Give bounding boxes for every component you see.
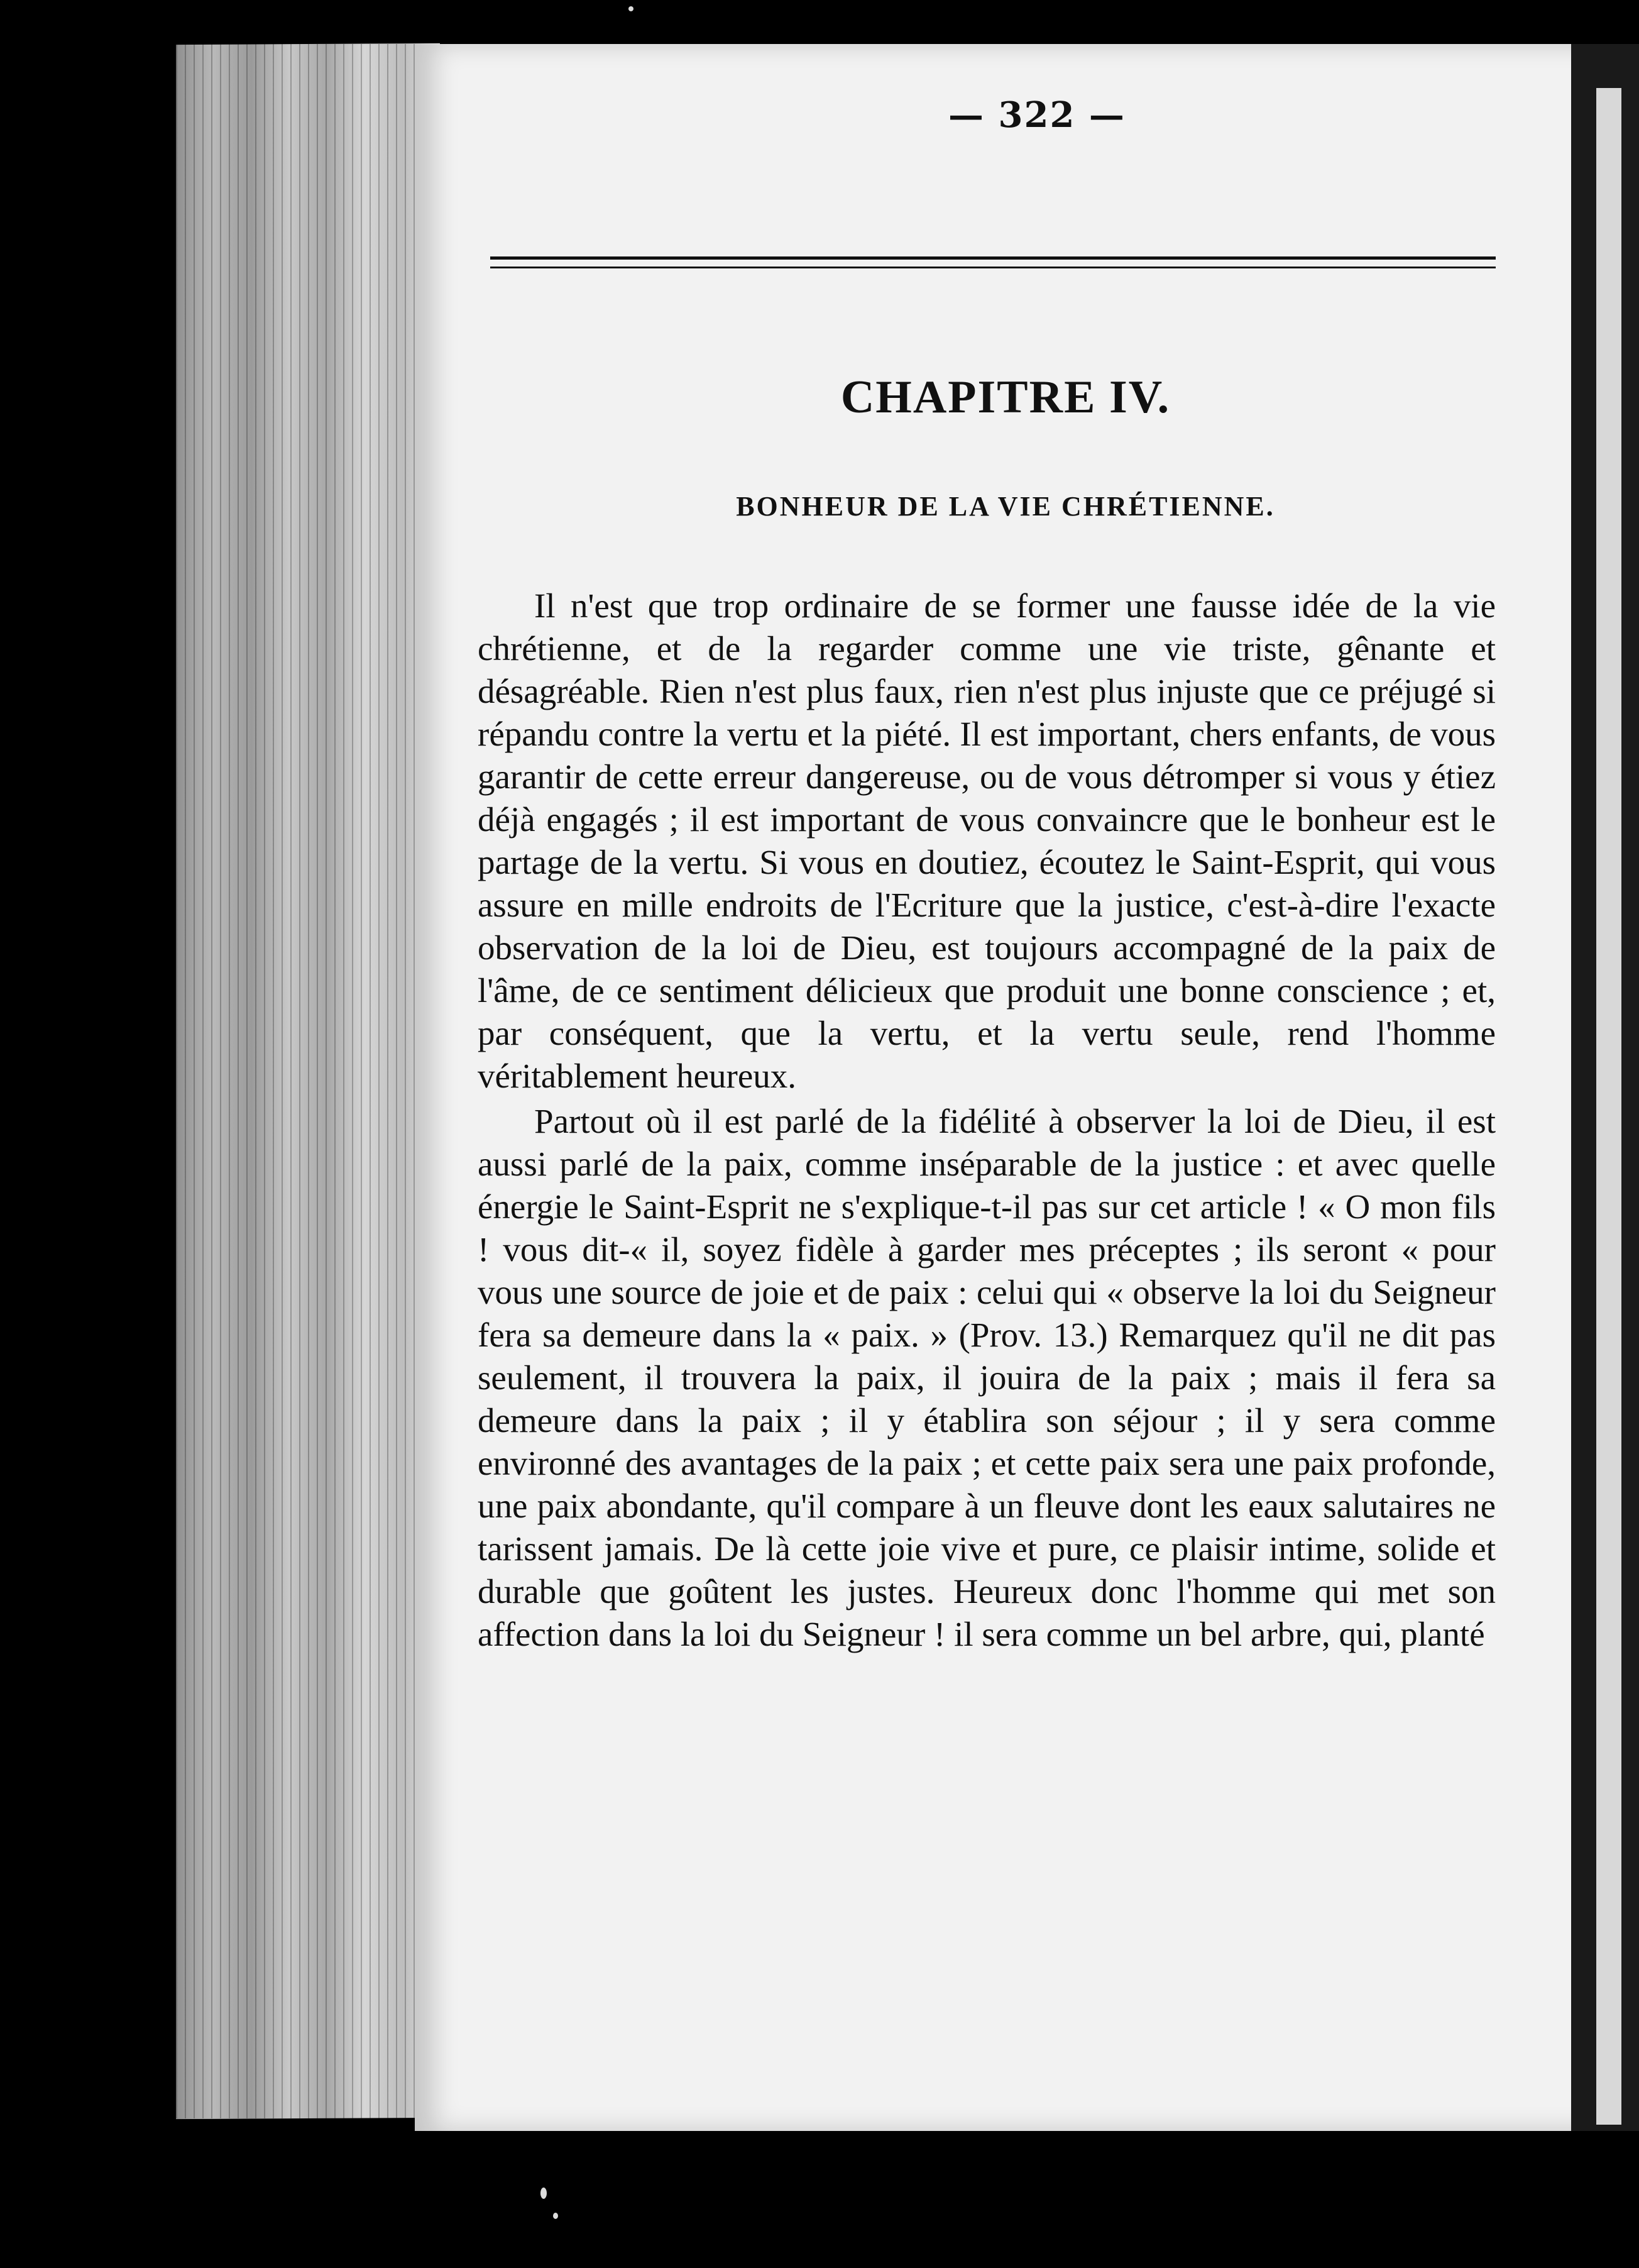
section-title: BONHEUR DE LA VIE CHRÉTIENNE.: [736, 491, 1275, 522]
chapter-title: CHAPITRE IV.: [840, 372, 1171, 423]
page-number: — 322 —: [948, 94, 1126, 136]
header-rule-top: [490, 256, 1496, 260]
paragraph-2: Partout où il est parlé de la fidélité à observer la loi de Dieu, il est aussi parlé de la paix, comme inséparable de la justice : et avec quelle énergie le Saint-Esprit ne s'explique-t-il pas sur cet article ! « O mon fils ! vous dit-« il, soyez fidèle à garder mes préceptes ; ils seront « pour vous une source de joie et de paix : celui qui « observe la loi du Seigneur fera sa demeure dans la « paix. » (Prov. 13.) Remarquez qu'il ne dit pas seulement, il trouvera la paix, il jouira de la paix ; mais il fera sa demeure dans la paix ; il y établira son séjour ; il y sera comme environné des avantages de la paix ; et cette paix sera une paix profonde, une paix abondante, qu'il compare à un fleuve dont les eaux salutaires ne tarissent jamais. De là cette joie vive et pure, ce plaisir intime, solide et durable que goûtent les justes. Heureux donc l'homme qui met son affection dans la loi du Seigneur ! il sera comme un bel arbre, qui, planté: [478, 1102, 1496, 1653]
page-edge-lines: [176, 44, 440, 2118]
page-right-strip: [1596, 88, 1621, 2125]
scan-speck: [628, 6, 633, 11]
paragraph-1: Il n'est que trop ordinaire de se former une fausse idée de la vie chrétienne, et de la regarder comme une vie triste, gênante et désagréable. Rien n'est plus faux, rien n'est plus injuste que ce préjugé si répandu contre la vertu et la piété. Il est important, chers enfants, de vous garantir de cette erreur dangereuse, ou de vous détromper si vous y étiez déjà engagés ; il est important de vous convaincre que le bonheur est le partage de la vertu. Si vous en doutiez, écoutez le Saint-Esprit, qui vous assure en mille endroits de l'Ecriture que la justice, c'est-à-dire l'exacte observation de la loi de Dieu, est toujours accompagné de la paix de l'âme, de ce sentiment délicieux que produit une bonne conscience ; et, par conséquent, que la vertu, et la vertu seule, rend l'homme véritablement heureux.: [478, 586, 1496, 1095]
scan-speck: [540, 2188, 547, 2199]
scan-speck: [553, 2213, 558, 2219]
body-text: [478, 585, 1496, 1656]
header-rule-bottom: [490, 267, 1496, 268]
